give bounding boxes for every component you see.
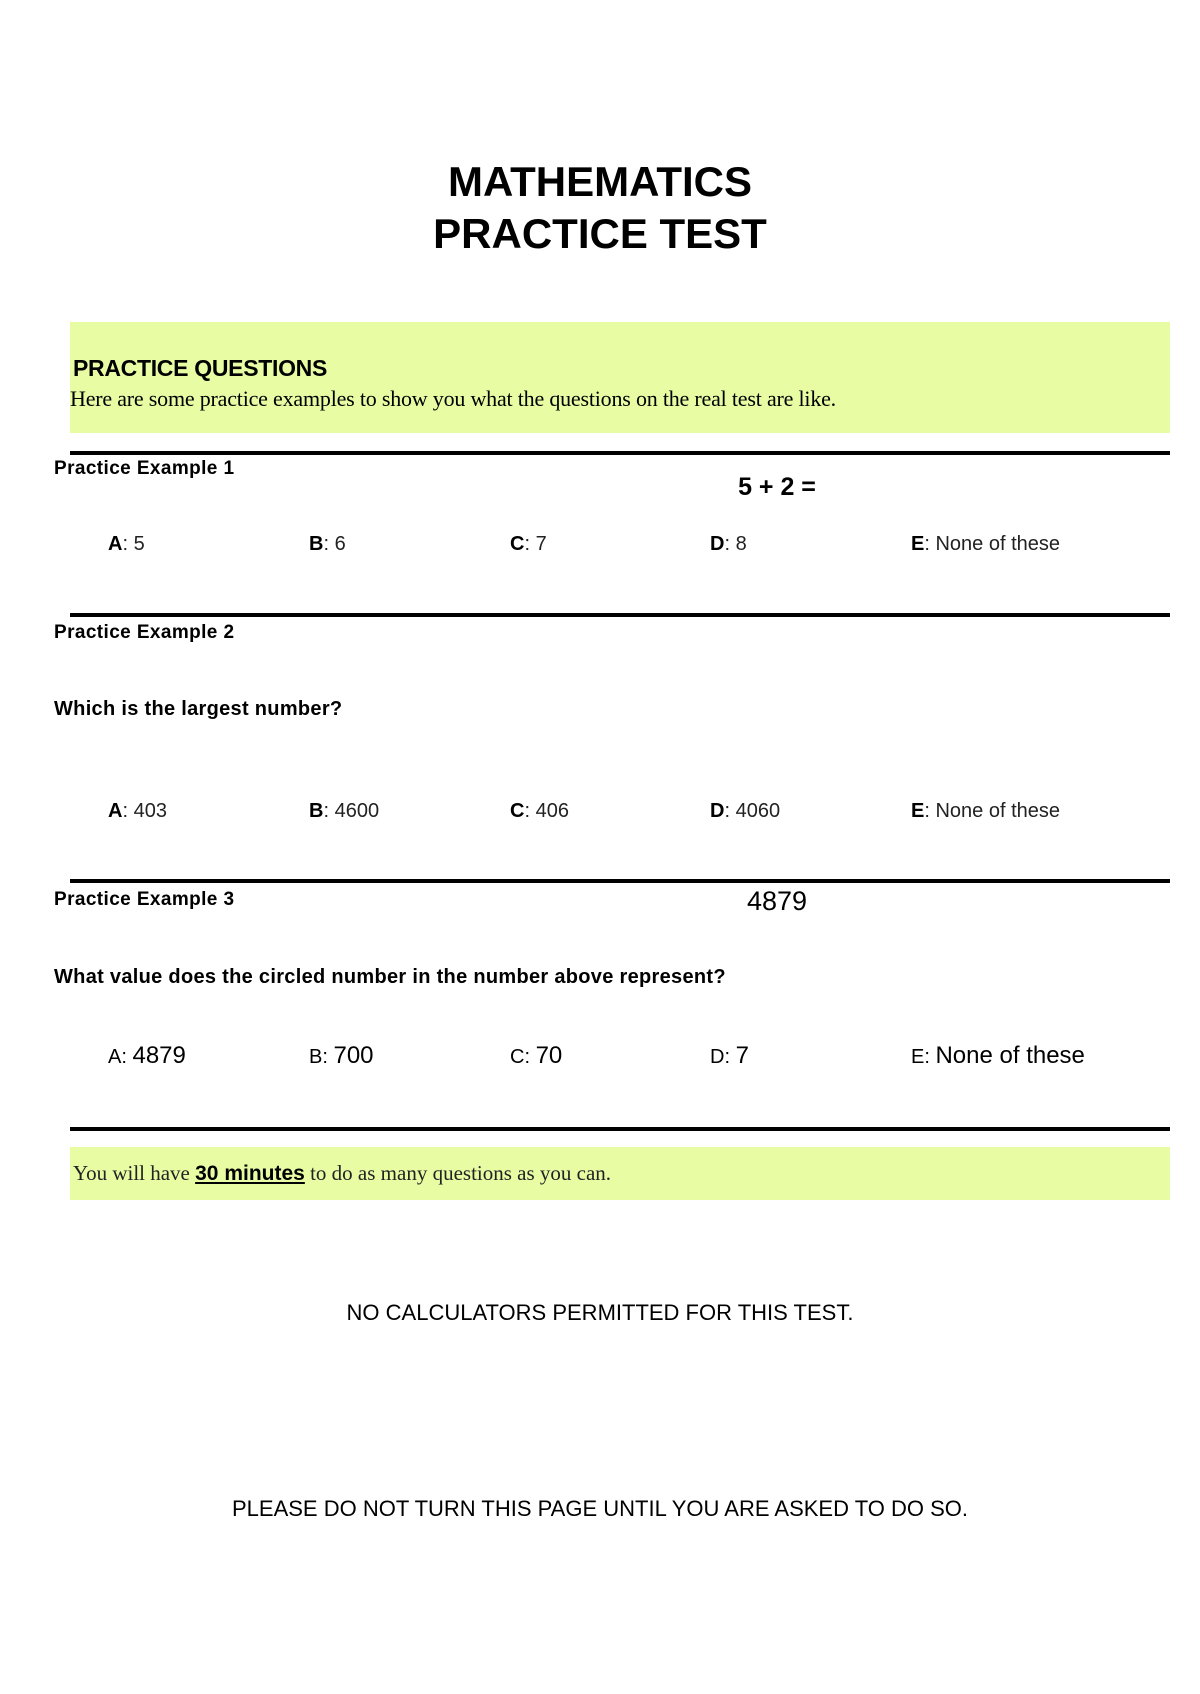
example-1-expression: 5 + 2 = xyxy=(738,473,816,501)
option-e[interactable]: E: None of these xyxy=(911,1042,1085,1069)
timing-text-after: to do as many questions as you can. xyxy=(304,1161,612,1185)
example-3-question: What value does the circled number in the number above represent? xyxy=(54,966,726,988)
option-d[interactable]: D: 4060 xyxy=(710,800,781,822)
title-line-2: PRACTICE TEST xyxy=(433,210,767,257)
timing-duration: 30 minutes xyxy=(195,1162,305,1185)
option-b[interactable]: B: 4600 xyxy=(309,800,380,822)
timing-text-before: You will have xyxy=(73,1161,196,1185)
practice-intro-box xyxy=(70,322,1170,433)
option-e[interactable]: E: None of these xyxy=(911,800,1060,822)
example-2-options xyxy=(0,800,1200,832)
example-1-label: Practice Example 1 xyxy=(54,458,235,479)
option-a[interactable]: A: 5 xyxy=(108,533,145,555)
option-a[interactable]: A: 4879 xyxy=(108,1042,186,1069)
practice-questions-heading: PRACTICE QUESTIONS xyxy=(73,355,328,381)
timing-text xyxy=(73,1161,611,1186)
divider-rule xyxy=(70,613,1170,617)
no-calculators-notice: NO CALCULATORS PERMITTED FOR THIS TEST. xyxy=(346,1300,854,1325)
example-3-number: 4879 xyxy=(746,886,808,916)
title-line-1: MATHEMATICS xyxy=(447,158,753,205)
divider-rule xyxy=(70,451,1170,455)
example-2-question: Which is the largest number? xyxy=(54,698,343,720)
option-c[interactable]: C: 406 xyxy=(510,800,569,822)
option-d[interactable]: D: 7 xyxy=(710,1042,749,1069)
divider-rule xyxy=(70,879,1170,883)
timing-box xyxy=(70,1147,1170,1200)
option-e[interactable]: E: None of these xyxy=(911,533,1060,555)
page-title xyxy=(0,156,1200,260)
example-2-label: Practice Example 2 xyxy=(54,622,235,643)
option-c[interactable]: C: 70 xyxy=(510,1042,563,1069)
do-not-turn-notice: PLEASE DO NOT TURN THIS PAGE UNTIL YOU ARE ASKED TO DO SO. xyxy=(232,1496,968,1521)
option-c[interactable]: C: 7 xyxy=(510,533,547,555)
option-b[interactable]: B: 700 xyxy=(309,1042,374,1069)
option-b[interactable]: B: 6 xyxy=(309,533,346,555)
example-3-label: Practice Example 3 xyxy=(54,889,235,910)
example-3-options xyxy=(0,1042,1200,1074)
divider-rule xyxy=(70,1127,1170,1131)
option-a[interactable]: A: 403 xyxy=(108,800,167,822)
example-1-options xyxy=(0,533,1200,565)
option-d[interactable]: D: 8 xyxy=(710,533,747,555)
practice-intro-text: Here are some practice examples to show you what the questions on the real test are like. xyxy=(70,386,836,411)
